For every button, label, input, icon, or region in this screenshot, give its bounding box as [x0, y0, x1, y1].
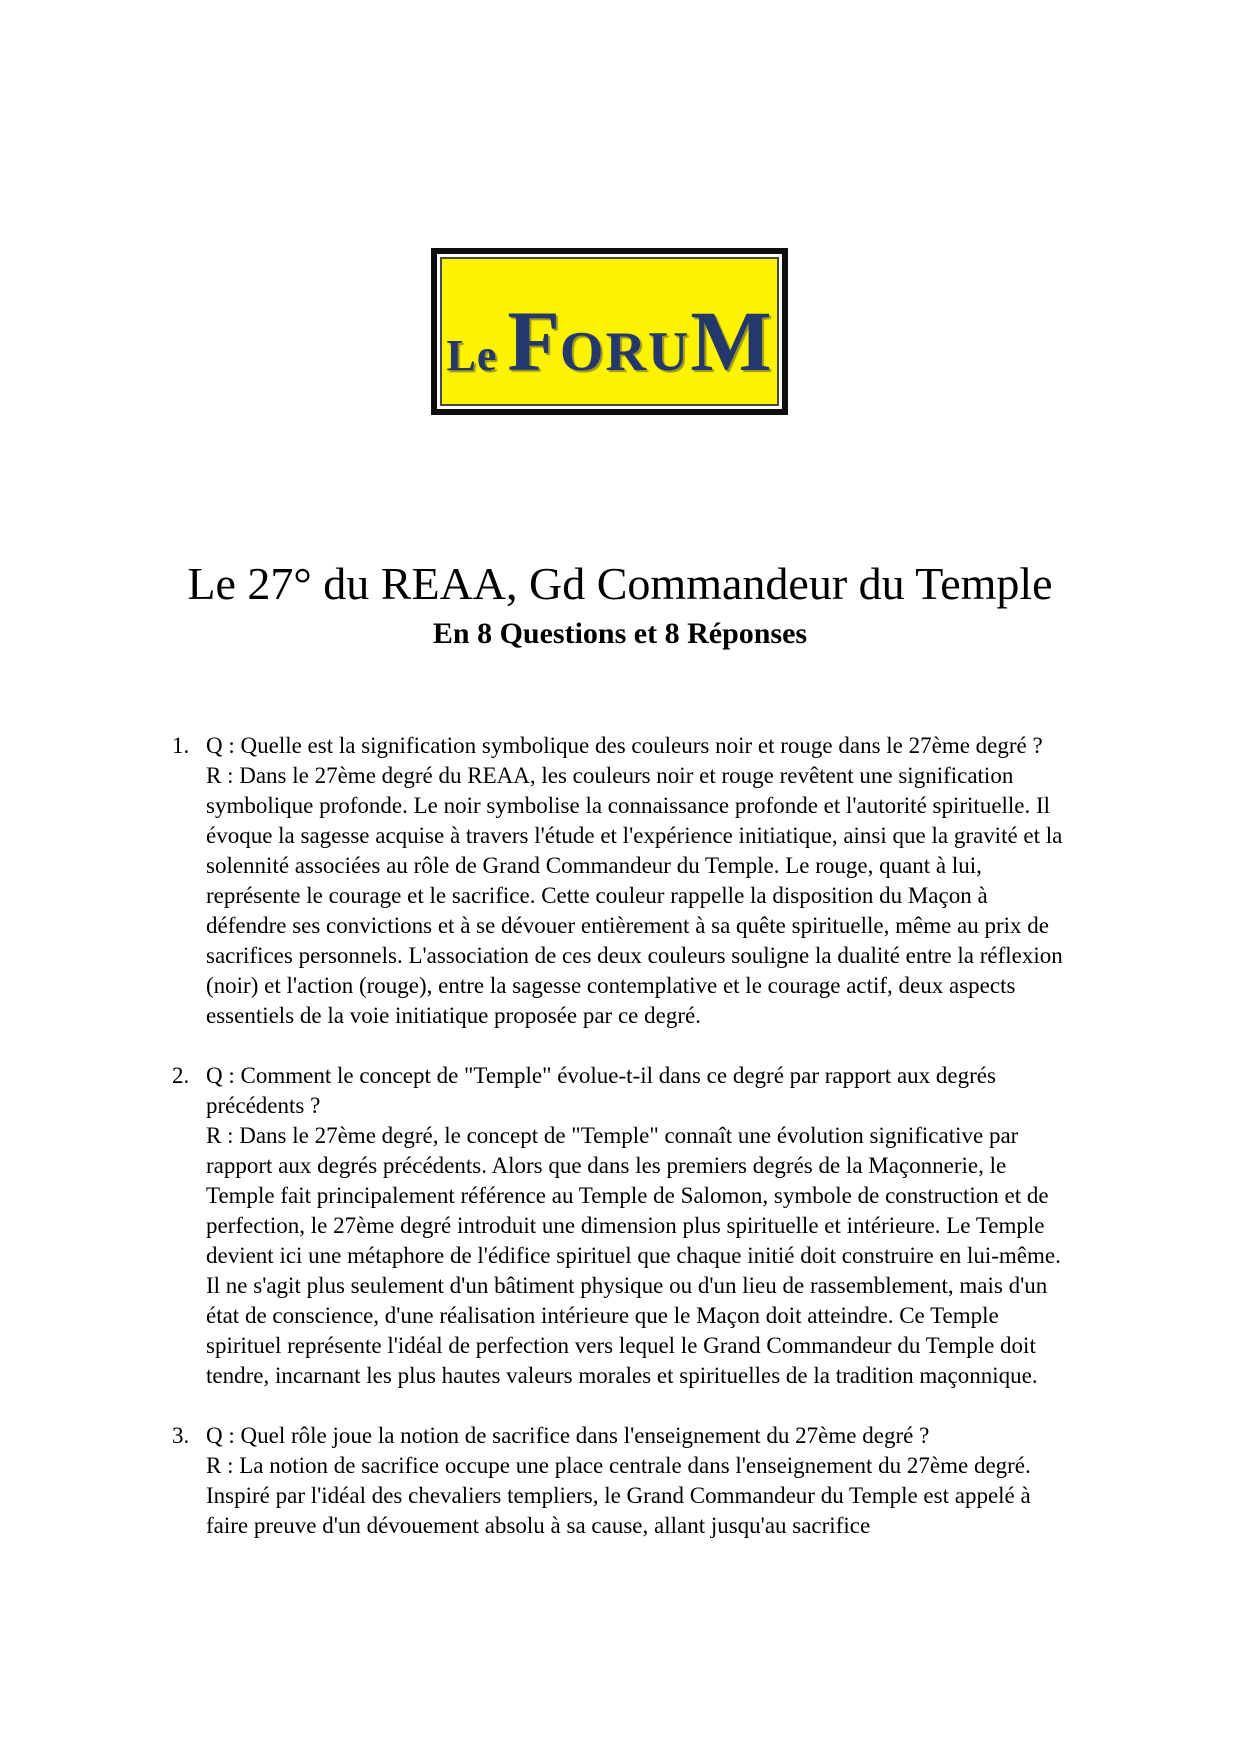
item-body: [206, 731, 1071, 1031]
item-number: 3.: [172, 1423, 190, 1448]
question-text: Q : Quelle est la signification symbolique des couleurs noir et rouge dans le 27ème degré ?: [206, 733, 1043, 758]
answer-text: R : Dans le 27ème degré, le concept de "Temple" connaît une évolution significative par rapport aux degrés précédents. Alors que dans les premiers degrés de la Maçonnerie, le Temple fait principalement référence au Temple de Salomon, symbole de construction et de perfection, le 27ème degré introduit une dimension plus spirituelle et intérieure. Le Temple devient ici une métaphore de l'édifice spirituel que chaque initié doit construire en lui-même. Il ne s'agit plus seulement d'un bâtiment physique ou d'un lieu de rassemblement, mais d'un état de conscience, d'une réalisation intérieure que le Maçon doit atteindre. Ce Temple spirituel représente l'idéal de perfection vers lequel le Grand Commandeur du Temple doit tendre, incarnant les plus hautes valeurs morales et spirituelles de la tradition maçonnique.: [206, 1123, 1061, 1388]
item-number: 1.: [172, 733, 190, 758]
logo-text-oru: ORU: [559, 320, 691, 383]
item-body: [206, 1061, 1071, 1391]
logo-text-f: F: [507, 292, 560, 389]
qa-item-1: [172, 731, 1240, 1031]
qa-item-3: [172, 1421, 1240, 1541]
qa-item-2: [172, 1061, 1240, 1391]
question-text: Q : Comment le concept de "Temple" évolue-t-il dans ce degré par rapport aux degrés précédents ?: [206, 1063, 996, 1118]
answer-text: R : Dans le 27ème degré du REAA, les couleurs noir et rouge revêtent une signification symbolique profonde. Le noir symbolise la connaissance profonde et l'autorité spirituelle. Il évoque la sagesse acquise à travers l'étude et l'expérience initiatique, ainsi que la gravité et la solennité associées au rôle de Grand Commandeur du Temple. Le rouge, quant à lui, représente le courage et le sacrifice. Cette couleur rappelle la disposition du Maçon à défendre ses convictions et à se dévouer entièrement à sa quête spirituelle, même au prix de sacrifices personnels. L'association de ces deux couleurs souligne la dualité entre la réflexion (noir) et l'action (rouge), entre la sagesse contemplative et le courage actif, deux aspects essentiels de la voie initiatique proposée par ce degré.: [206, 763, 1063, 1028]
logo-text-m: M: [690, 292, 772, 389]
item-body: [206, 1421, 1071, 1541]
page-title: Le 27° du REAA, Gd Commandeur du Temple: [187, 558, 1053, 609]
logo-text: [446, 280, 772, 389]
le-forum-logo: [431, 248, 788, 415]
question-text: Q : Quel rôle joue la notion de sacrifice dans l'enseignement du 27ème degré ?: [206, 1423, 930, 1448]
logo-text-le: Le: [446, 330, 498, 380]
page-subtitle: En 8 Questions et 8 Réponses: [432, 617, 808, 650]
answer-text: R : La notion de sacrifice occupe une place centrale dans l'enseignement du 27ème degré. Inspiré par l'idéal des chevaliers templiers, le Grand Commandeur du Temple est appelé à faire preuve d'un dévouement absolu à sa cause, allant jusqu'au sacrifice: [206, 1453, 1031, 1538]
qa-list: [0, 653, 1240, 1541]
item-number: 2.: [172, 1063, 190, 1088]
